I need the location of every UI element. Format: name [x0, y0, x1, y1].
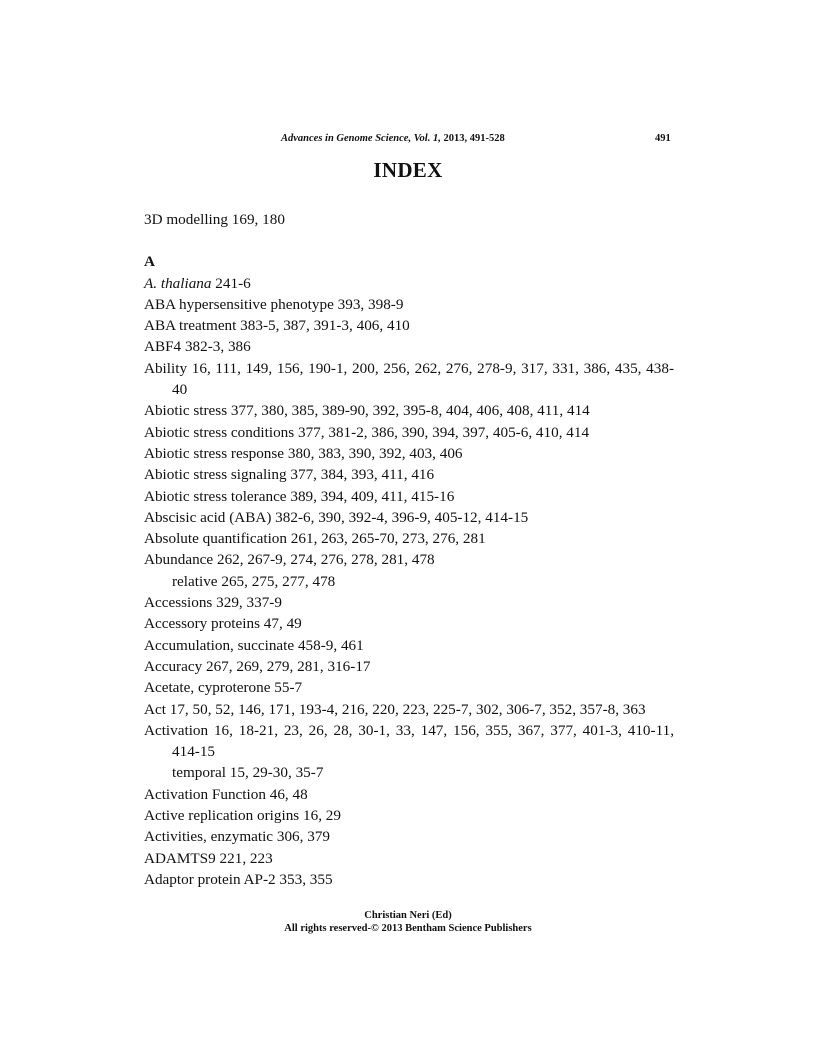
entry-term: Active replication origins [144, 807, 300, 825]
entry-pages: 377, 384, 393, 411, 416 [290, 466, 435, 484]
index-subentry [144, 762, 674, 783]
index-entry [144, 273, 674, 294]
index-entry [144, 528, 674, 549]
entry-pages: 241-6 [215, 274, 251, 292]
entry-pages: 262, 267-9, 274, 276, 278, 281, 478 [216, 551, 435, 569]
page-title: INDEX [373, 158, 443, 182]
entry-term: Abiotic stress response [144, 444, 285, 462]
entry-pages: 353, 355 [279, 870, 333, 888]
index-entry [144, 677, 674, 698]
entry-pages: 458-9, 461 [297, 636, 364, 654]
index-entry [144, 549, 674, 570]
entry-pages: 383-5, 387, 391-3, 406, 410 [240, 317, 410, 335]
entry-term: Abiotic stress signaling [144, 466, 287, 484]
entry-term: Acetate, cyproterone [144, 679, 271, 697]
page-number: 491 [655, 133, 671, 144]
entry-term: ABA hypersensitive phenotype [144, 295, 334, 313]
journal-citation [281, 133, 505, 144]
entry-pages: 261, 263, 265-70, 273, 276, 281 [290, 530, 486, 548]
entry-term: relative [172, 572, 218, 590]
entry-term: A. thaliana [144, 274, 212, 292]
entry-pages: 382-6, 390, 392-4, 396-9, 405-12, 414-15 [275, 508, 529, 526]
entry-pages: 306, 379 [276, 828, 331, 846]
entry-pages: 393, 398-9 [337, 295, 404, 313]
editor-line: Christian Neri (Ed) [364, 910, 452, 921]
index-entry [144, 635, 674, 656]
index-entry [144, 720, 674, 763]
entry-term: Abiotic stress tolerance [144, 487, 287, 505]
journal-name: Advances in Genome Science, Vol. 1, [281, 133, 441, 144]
entry-term: Accuracy [144, 657, 203, 675]
entry-term: Absolute quantification [144, 530, 287, 548]
index-entry [144, 315, 674, 336]
entry-pages: 15, 29-30, 35-7 [229, 764, 324, 782]
entry-term: Activation [144, 721, 209, 739]
entry-term: Accessory proteins [144, 615, 260, 633]
index-entry [144, 400, 674, 421]
spacer [144, 230, 674, 251]
entry-term: Abscisic acid (ABA) [144, 508, 272, 526]
entry-pages: 17, 50, 52, 146, 171, 193-4, 216, 220, 223, 225-7, 302, 306-7, 352, 357-8, 363 [169, 700, 646, 718]
footer [0, 909, 816, 935]
entry-term: 3D modelling [144, 211, 228, 228]
entry-term: Adaptor protein AP-2 [144, 870, 276, 888]
index-entry [144, 699, 674, 720]
index-entry [144, 507, 674, 528]
entry-list [144, 273, 674, 891]
entry-pages: 377, 380, 385, 389-90, 392, 395-8, 404, 406, 408, 411, 414 [230, 402, 590, 420]
index-entries [144, 209, 674, 890]
entry-term: Accessions [144, 594, 213, 612]
index-entry [144, 294, 674, 315]
entry-term: Abiotic stress conditions [144, 423, 295, 441]
entry-term: Activation Function [144, 785, 266, 803]
entry-pages: 221, 223 [219, 849, 273, 867]
entry-pages: 47, 49 [263, 615, 302, 633]
entry-term: Abiotic stress [144, 402, 228, 420]
entry-pages: 377, 381-2, 386, 390, 394, 397, 405-6, 410, 414 [297, 423, 590, 441]
entry-term: Ability [144, 359, 188, 377]
entry-pages: 46, 48 [269, 785, 308, 803]
running-head [0, 133, 816, 149]
entry-pages: 329, 337-9 [216, 594, 282, 612]
index-entry [144, 613, 674, 634]
index-entry [144, 486, 674, 507]
entry-pages: 16, 111, 149, 156, 190-1, 200, 256, 262, 276, 278-9, 317, 331, 386, 435, 438-40 [172, 359, 675, 399]
index-entry [144, 592, 674, 613]
entry-term: Activities, enzymatic [144, 828, 274, 846]
index-entry [144, 826, 674, 847]
index-entry [144, 464, 674, 485]
entry-term: temporal [172, 764, 226, 782]
index-entry [144, 784, 674, 805]
entry-term: Abundance [144, 551, 214, 569]
entry-term: Accumulation, succinate [144, 636, 295, 654]
entry-term: ADAMTS9 [144, 849, 216, 867]
entry-pages: 265, 275, 277, 478 [221, 572, 336, 590]
journal-year-pages: 2013, 491-528 [443, 133, 505, 144]
index-subentry [144, 571, 674, 592]
index-entry [144, 848, 674, 869]
entry-pages: 380, 383, 390, 392, 403, 406 [287, 444, 463, 462]
index-entry [144, 422, 674, 443]
index-entry [144, 336, 674, 357]
index-entry [144, 443, 674, 464]
section-letter: A [144, 253, 155, 271]
entry-pages: 16, 18-21, 23, 26, 28, 30-1, 33, 147, 156, 355, 367, 377, 401-3, 410-11, 414-15 [172, 721, 675, 761]
entry-pages: 169, 180 [231, 211, 285, 228]
entry-pages: 16, 29 [303, 807, 341, 825]
rights-line: All rights reserved-© 2013 Bentham Science Publishers [284, 923, 532, 934]
entry-term: ABA treatment [144, 317, 237, 335]
entry-pages: 55-7 [274, 679, 303, 697]
entry-pages: 389, 394, 409, 411, 415-16 [290, 487, 455, 505]
index-entry [144, 209, 674, 230]
index-entry [144, 358, 674, 401]
entry-pages: 267, 269, 279, 281, 316-17 [205, 657, 371, 675]
index-entry [144, 869, 674, 890]
entry-pages: 382-3, 386 [184, 338, 251, 356]
entry-term: Act [144, 700, 166, 718]
index-entry [144, 656, 674, 677]
entry-term: ABF4 [144, 338, 182, 356]
index-entry [144, 805, 674, 826]
